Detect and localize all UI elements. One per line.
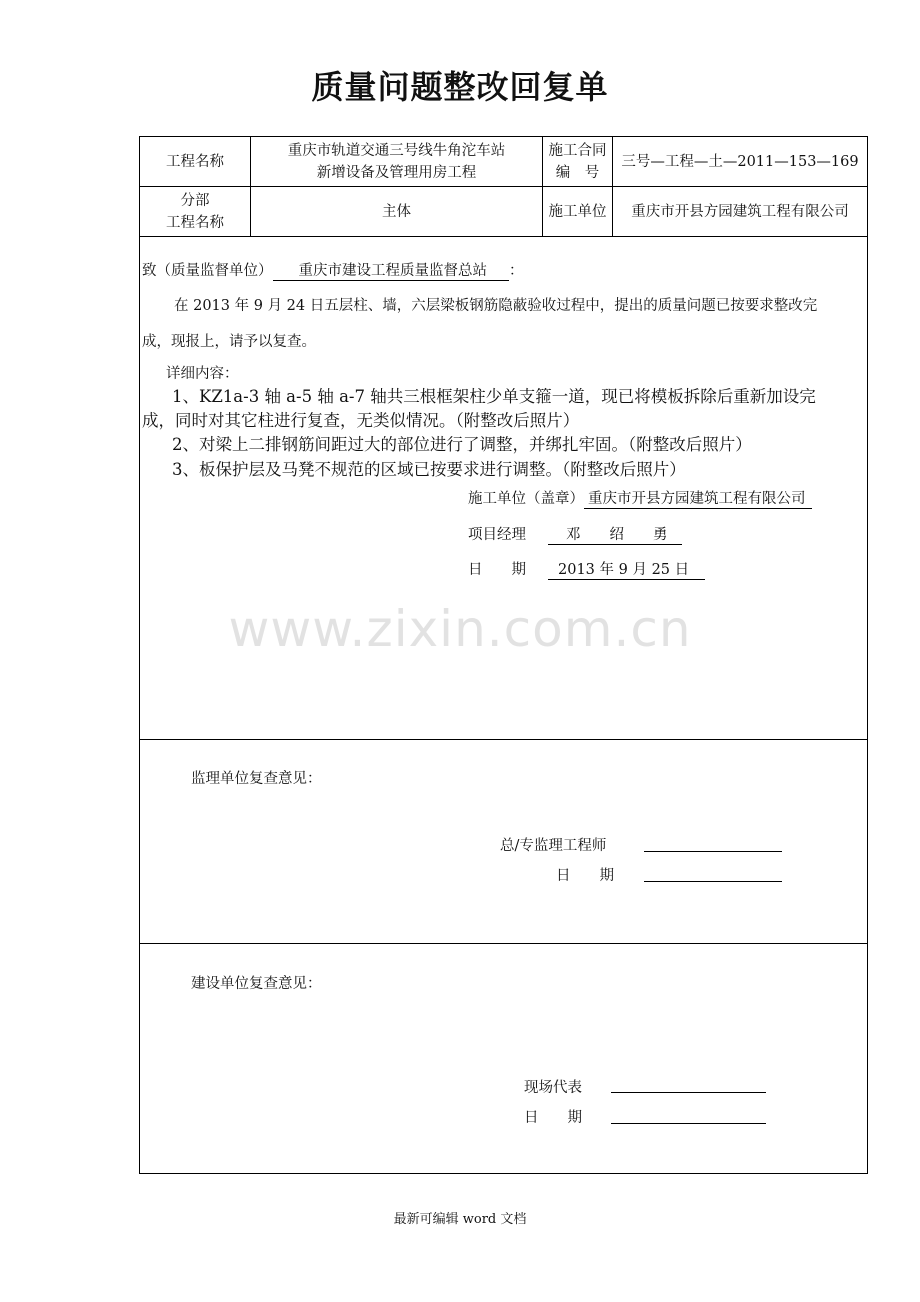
contractor-value: 重庆市开县方园建筑工程有限公司: [631, 203, 849, 220]
sub-project-value: 主体: [382, 203, 411, 220]
details-label: 详细内容：: [166, 366, 239, 382]
detail-item-1-cont: 成，同时对其它柱进行复查，无类似情况。（附整改后照片）: [142, 411, 580, 430]
owner-opinion-label: 建设单位复查意见：: [191, 976, 322, 992]
detail-item-3: 3、板保护层及马凳不规范的区域已按要求进行调整。（附整改后照片）: [172, 460, 686, 479]
report-date-value: 2013 年 9 月 25 日: [548, 558, 705, 580]
section-divider: [139, 943, 868, 944]
footer-note: 最新可编辑 word 文档: [393, 1212, 527, 1227]
report-date-line: 日 期 2013 年 9 月 25 日: [468, 558, 705, 580]
project-name-label: 工程名称: [166, 153, 224, 170]
contract-no-value: 三号—工程—土—2011—153—169: [621, 153, 859, 170]
supervision-engineer-label: 总/专监理工程师: [500, 838, 607, 854]
contract-no-label: 施工合同 编 号: [548, 142, 607, 181]
addressee-value: 重庆市建设工程质量监督总站: [273, 259, 510, 281]
supervision-opinion-label: 监理单位复查意见：: [191, 771, 322, 787]
detail-item-1: 1、KZ1a-3 轴 a-5 轴 a-7 轴共三根框架柱少单支箍一道，现已将模板拆除后重新加设完: [172, 387, 816, 406]
contractor-label: 施工单位: [548, 203, 607, 220]
project-manager-value: 邓 绍 勇: [548, 523, 682, 545]
intro-line-2: 成，现报上，请予以复查。: [142, 334, 316, 350]
sub-project-label: 分部 工程名称: [166, 192, 224, 231]
project-name-value: 重庆市轨道交通三号线牛角沱车站 新增设备及管理用房工程: [287, 142, 506, 181]
intro-line-1: 在 2013 年 9 月 24 日五层柱、墙，六层梁板钢筋隐蔽验收过程中，提出的质量问题已按要求整改完: [174, 298, 818, 314]
owner-rep-label: 现场代表: [524, 1080, 582, 1096]
owner-date-label: 日 期: [524, 1110, 582, 1126]
section-divider: [139, 739, 868, 740]
owner-date-field[interactable]: [611, 1123, 766, 1124]
addressee-line: 致（质量监督单位） 重庆市建设工程质量监督总站 ：: [142, 259, 524, 281]
project-manager-line: 项目经理 邓 绍 勇: [468, 523, 682, 545]
signing-unit-line: 施工单位（盖章） 重庆市开县方园建筑工程有限公司: [468, 487, 812, 509]
detail-item-2: 2、对梁上二排钢筋间距过大的部位进行了调整，并绑扎牢固。（附整改后照片）: [172, 435, 752, 454]
supervision-engineer-signature-field[interactable]: [644, 851, 782, 852]
supervision-date-label: 日 期: [556, 868, 614, 884]
watermark: www.zixin.com.cn: [228, 600, 692, 658]
page-title: 质量问题整改回复单: [311, 68, 609, 106]
row-divider: [139, 236, 868, 237]
supervision-date-field[interactable]: [644, 881, 782, 882]
owner-rep-signature-field[interactable]: [611, 1092, 766, 1093]
signing-unit-value: 重庆市开县方园建筑工程有限公司: [584, 487, 812, 509]
